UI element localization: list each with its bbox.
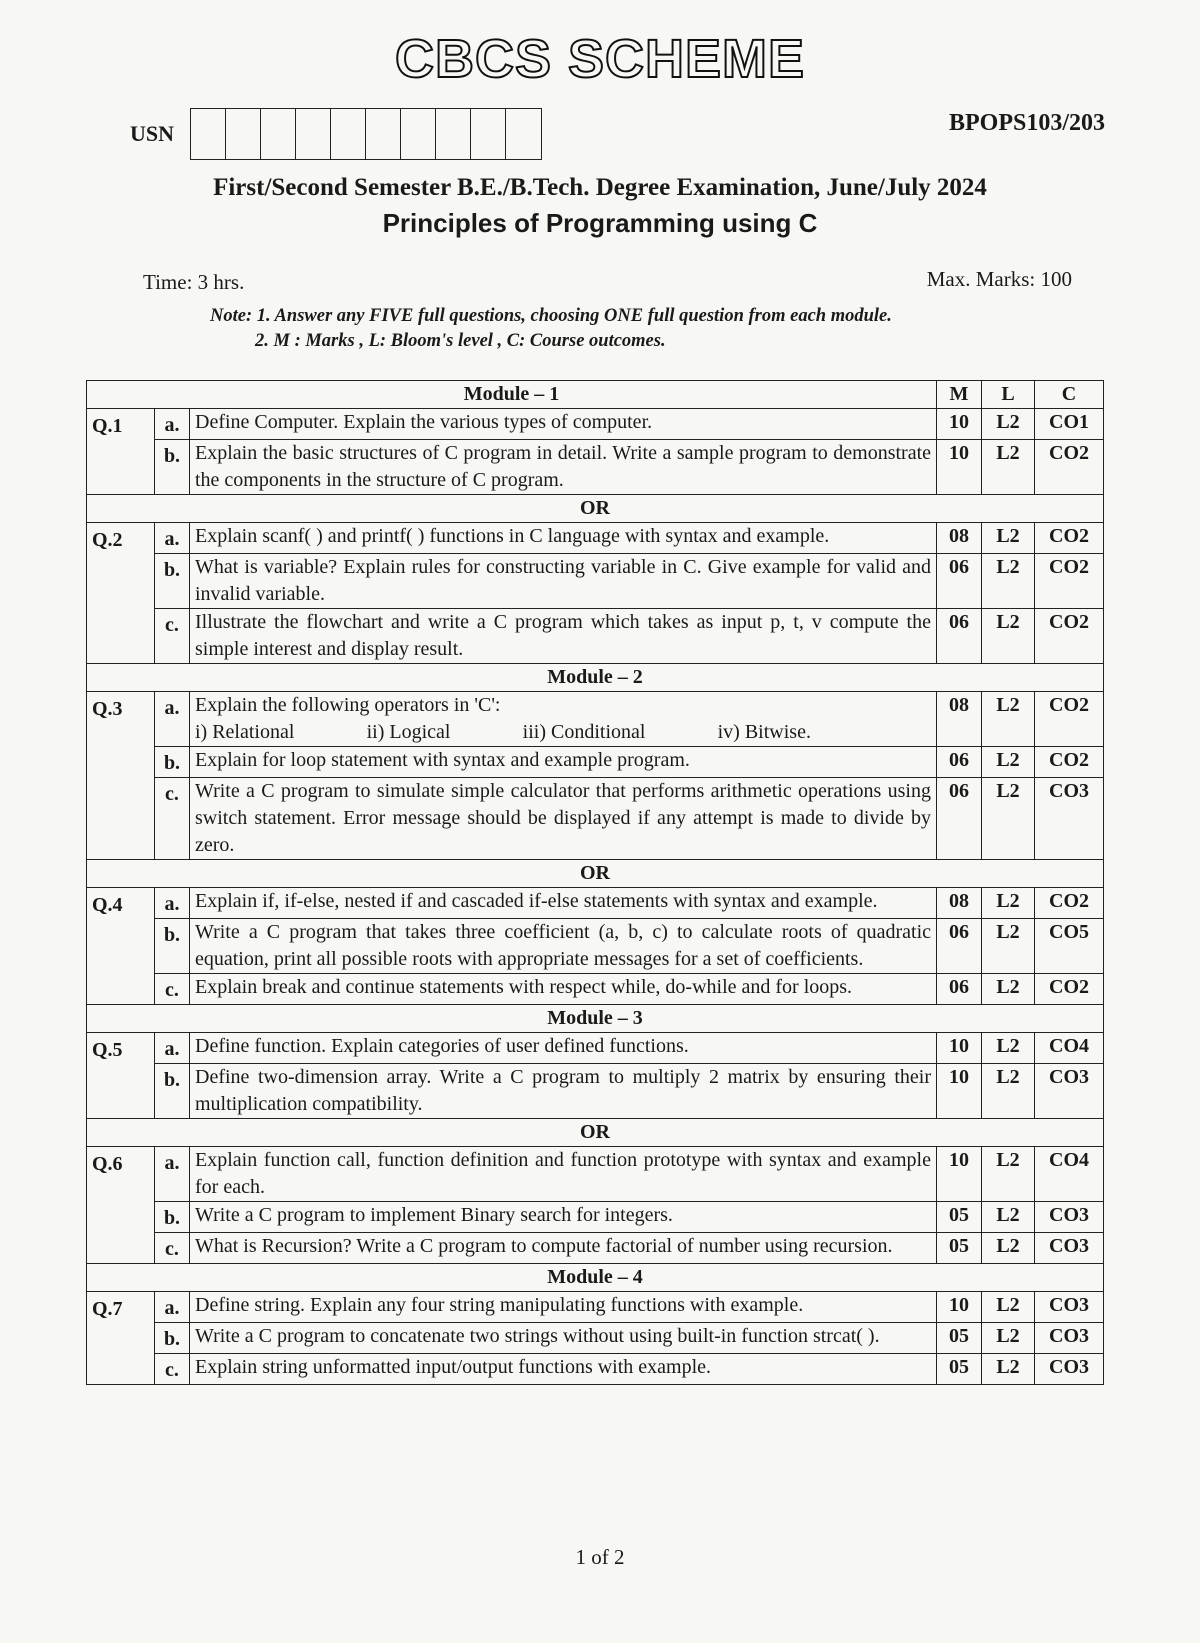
marks-cell: 10 [937, 1064, 982, 1119]
marks-cell: 10 [937, 1033, 982, 1064]
subquestion-letter: a. [155, 1147, 190, 1202]
subquestion-letter: b. [155, 554, 190, 609]
module-heading: Module – 4 [87, 1264, 1104, 1292]
level-cell: L2 [982, 554, 1035, 609]
scheme-banner: CBCS SCHEME [394, 29, 806, 89]
level-cell: L2 [982, 1202, 1035, 1233]
level-cell: L2 [982, 1354, 1035, 1385]
level-cell: L2 [982, 888, 1035, 919]
exam-title: First/Second Semester B.E./B.Tech. Degree Examination, June/July 2024 [213, 174, 987, 201]
max-marks: Max. Marks: 100 [926, 267, 1072, 291]
question-number: Q.5 [87, 1033, 155, 1119]
question-text: Define two-dimension array. Write a C program to multiply 2 matrix by ensuring their multiplication compatibility. [190, 1064, 937, 1119]
instructions-note [210, 304, 892, 354]
question-row [87, 1033, 1104, 1064]
subquestion-letter: c. [155, 1233, 190, 1264]
subject-title: Principles of Programming using C [382, 208, 818, 238]
time-allowed: Time: 3 hrs. [143, 270, 245, 294]
outcome-cell: CO4 [1035, 1033, 1104, 1064]
question-text: What is variable? Explain rules for constructing variable in C. Give example for valid and invalid variable. [190, 554, 937, 609]
question-row [87, 1233, 1104, 1264]
subquestion-letter: c. [155, 778, 190, 860]
usn-box [226, 109, 261, 159]
note-line-1: Note: 1. Answer any FIVE full questions, choosing ONE full question from each module. [210, 306, 892, 326]
or-separator: OR [87, 495, 1104, 523]
usn-box [436, 109, 471, 159]
outcome-cell: CO3 [1035, 1354, 1104, 1385]
question-number: Q.4 [87, 888, 155, 1005]
marks-cell: 05 [937, 1354, 982, 1385]
usn-label: USN [130, 121, 175, 146]
question-table [86, 380, 1104, 1385]
question-text-line: Explain the following operators in 'C': [195, 694, 501, 716]
marks-cell: 10 [937, 409, 982, 440]
question-row [87, 747, 1104, 778]
question-text: Write a C program that takes three coefficient (a, b, c) to calculate roots of quadratic equation, print all possible roots with appropriate messages for a set of coefficients. [190, 919, 937, 974]
level-cell: L2 [982, 523, 1035, 554]
marks-cell: 08 [937, 692, 982, 747]
question-number: Q.6 [87, 1147, 155, 1264]
level-cell: L2 [982, 692, 1035, 747]
level-column-header: L [982, 381, 1035, 409]
marks-cell: 10 [937, 1147, 982, 1202]
marks-cell: 06 [937, 778, 982, 860]
module-row [87, 664, 1104, 692]
question-number: Q.2 [87, 523, 155, 664]
outcome-cell: CO1 [1035, 409, 1104, 440]
question-text: What is Recursion? Write a C program to compute factorial of number using recursion. [190, 1233, 937, 1264]
outcome-cell: CO2 [1035, 974, 1104, 1005]
subquestion-letter: b. [155, 440, 190, 495]
outcome-cell: CO3 [1035, 1323, 1104, 1354]
module-header-row [87, 381, 1104, 409]
level-cell: L2 [982, 609, 1035, 664]
marks-cell: 06 [937, 609, 982, 664]
operator-item: ii) Logical [366, 721, 451, 743]
outcome-cell: CO2 [1035, 747, 1104, 778]
question-text: Define string. Explain any four string manipulating functions with example. [190, 1292, 937, 1323]
or-row [87, 495, 1104, 523]
question-text: Define function. Explain categories of user defined functions. [190, 1033, 937, 1064]
subquestion-letter: b. [155, 919, 190, 974]
question-text: Explain scanf( ) and printf( ) functions in C language with syntax and example. [190, 523, 937, 554]
marks-cell: 10 [937, 1292, 982, 1323]
or-row [87, 1119, 1104, 1147]
subquestion-letter: a. [155, 1292, 190, 1323]
question-row [87, 554, 1104, 609]
question-text: Explain if, if-else, nested if and cascaded if-else statements with syntax and example. [190, 888, 937, 919]
subquestion-letter: a. [155, 888, 190, 919]
outcome-cell: CO3 [1035, 1292, 1104, 1323]
page-number: 1 of 2 [575, 1545, 625, 1569]
subquestion-letter: a. [155, 692, 190, 747]
question-text: Explain function call, function definition and function prototype with syntax and example for each. [190, 1147, 937, 1202]
level-cell: L2 [982, 440, 1035, 495]
subject-code: BPOPS103/203 [948, 110, 1105, 136]
outcome-cell: CO2 [1035, 609, 1104, 664]
subquestion-letter: c. [155, 1354, 190, 1385]
usn-box [331, 109, 366, 159]
subquestion-letter: b. [155, 747, 190, 778]
marks-cell: 06 [937, 974, 982, 1005]
usn-boxes [190, 108, 542, 160]
level-cell: L2 [982, 1147, 1035, 1202]
outcome-cell: CO3 [1035, 778, 1104, 860]
question-text: Explain the basic structures of C program in detail. Write a sample program to demonstrate the components in the structure of C program. [190, 440, 937, 495]
outcome-cell: CO3 [1035, 1202, 1104, 1233]
question-row [87, 1202, 1104, 1233]
question-text: Explain break and continue statements with respect while, do-while and for loops. [190, 974, 937, 1005]
outcome-cell: CO3 [1035, 1064, 1104, 1119]
question-row [87, 1323, 1104, 1354]
question-number: Q.7 [87, 1292, 155, 1385]
outcome-cell: CO2 [1035, 523, 1104, 554]
marks-cell: 06 [937, 747, 982, 778]
marks-cell: 05 [937, 1202, 982, 1233]
marks-cell: 10 [937, 440, 982, 495]
outcome-cell: CO2 [1035, 692, 1104, 747]
question-row [87, 440, 1104, 495]
outcome-cell: CO4 [1035, 1147, 1104, 1202]
subquestion-letter: c. [155, 974, 190, 1005]
subquestion-letter: a. [155, 409, 190, 440]
usn-box [401, 109, 436, 159]
or-separator: OR [87, 1119, 1104, 1147]
note-line-2: 2. M : Marks , L: Bloom's level , C: Course outcomes. [255, 331, 666, 351]
level-cell: L2 [982, 974, 1035, 1005]
question-row [87, 609, 1104, 664]
subquestion-letter: c. [155, 609, 190, 664]
subquestion-letter: b. [155, 1323, 190, 1354]
operator-item: i) Relational [195, 721, 295, 743]
question-text: Write a C program to concatenate two strings without using built-in function strcat( ). [190, 1323, 937, 1354]
question-number: Q.1 [87, 409, 155, 495]
question-row [87, 1354, 1104, 1385]
question-text: Write a C program to simulate simple calculator that performs arithmetic operations using switch statement. Error message should be displayed if any attempt is made to divide by zero. [190, 778, 937, 860]
question-text: Explain for loop statement with syntax and example program. [190, 747, 937, 778]
question-text: Define Computer. Explain the various types of computer. [190, 409, 937, 440]
usn-box [296, 109, 331, 159]
question-row [87, 888, 1104, 919]
outcome-cell: CO2 [1035, 888, 1104, 919]
question-row [87, 974, 1104, 1005]
operator-item: iv) Bitwise. [717, 721, 811, 743]
marks-cell: 08 [937, 888, 982, 919]
outcome-cell: CO5 [1035, 919, 1104, 974]
level-cell: L2 [982, 778, 1035, 860]
level-cell: L2 [982, 1233, 1035, 1264]
usn-box [506, 109, 541, 159]
marks-cell: 05 [937, 1323, 982, 1354]
question-row [87, 1292, 1104, 1323]
marks-column-header: M [937, 381, 982, 409]
usn-box [366, 109, 401, 159]
or-separator: OR [87, 860, 1104, 888]
marks-cell: 06 [937, 919, 982, 974]
module-heading: Module – 1 [87, 381, 937, 409]
question-number: Q.3 [87, 692, 155, 860]
module-row [87, 1264, 1104, 1292]
question-row [87, 409, 1104, 440]
level-cell: L2 [982, 1064, 1035, 1119]
usn-box [191, 109, 226, 159]
usn-box [471, 109, 506, 159]
question-row [87, 1147, 1104, 1202]
usn-field [130, 108, 542, 160]
level-cell: L2 [982, 1033, 1035, 1064]
module-row [87, 1005, 1104, 1033]
level-cell: L2 [982, 919, 1035, 974]
or-row [87, 860, 1104, 888]
question-text: Write a C program to implement Binary search for integers. [190, 1202, 937, 1233]
level-cell: L2 [982, 409, 1035, 440]
question-row [87, 919, 1104, 974]
marks-cell: 06 [937, 554, 982, 609]
subquestion-letter: a. [155, 1033, 190, 1064]
subquestion-letter: b. [155, 1064, 190, 1119]
question-row [87, 1064, 1104, 1119]
question-row [87, 523, 1104, 554]
question-row [87, 778, 1104, 860]
question-text [190, 692, 937, 747]
question-row [87, 692, 1104, 747]
outcome-column-header: C [1035, 381, 1104, 409]
outcome-cell: CO2 [1035, 554, 1104, 609]
module-heading: Module – 2 [87, 664, 1104, 692]
level-cell: L2 [982, 747, 1035, 778]
outcome-cell: CO3 [1035, 1233, 1104, 1264]
operator-item: iii) Conditional [522, 721, 646, 743]
operator-list [195, 719, 931, 746]
marks-cell: 08 [937, 523, 982, 554]
level-cell: L2 [982, 1323, 1035, 1354]
question-text: Explain string unformatted input/output functions with example. [190, 1354, 937, 1385]
subquestion-letter: b. [155, 1202, 190, 1233]
question-text: Illustrate the flowchart and write a C program which takes as input p, t, v compute the simple interest and display result. [190, 609, 937, 664]
subquestion-letter: a. [155, 523, 190, 554]
outcome-cell: CO2 [1035, 440, 1104, 495]
level-cell: L2 [982, 1292, 1035, 1323]
marks-cell: 05 [937, 1233, 982, 1264]
module-heading: Module – 3 [87, 1005, 1104, 1033]
usn-box [261, 109, 296, 159]
